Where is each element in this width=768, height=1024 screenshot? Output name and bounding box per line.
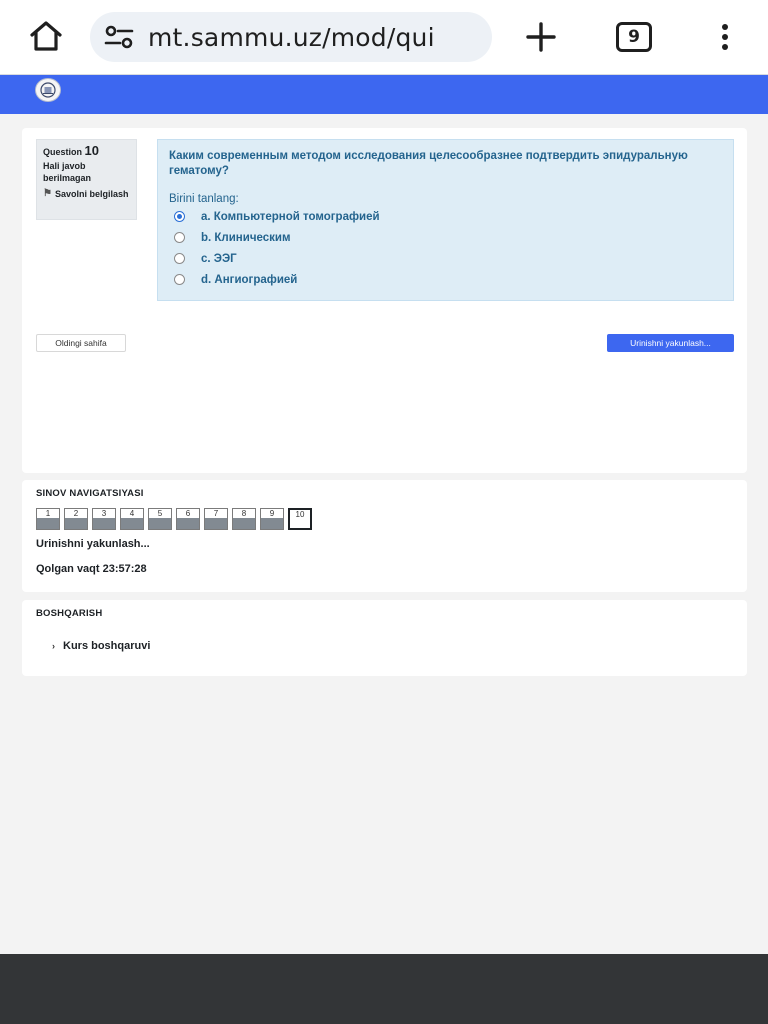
nav-button-number: 3 [101, 509, 107, 518]
radio-button-b[interactable] [174, 232, 185, 243]
nav-question-button[interactable] [36, 508, 60, 530]
nav-button-number: 6 [185, 509, 191, 518]
administration-panel [22, 600, 747, 676]
question-panel [22, 128, 747, 473]
answer-label-a[interactable]: a. Компьютерной томографией [201, 210, 380, 223]
answer-option-a[interactable] [169, 206, 722, 227]
nav-question-button[interactable] [260, 508, 284, 530]
menu-dot-icon [722, 24, 728, 30]
radio-button-a[interactable] [174, 211, 185, 222]
answer-label-d[interactable]: d. Ангиографией [201, 273, 298, 286]
answer-list [169, 206, 722, 290]
nav-question-button[interactable] [176, 508, 200, 530]
nav-question-button[interactable] [148, 508, 172, 530]
site-settings-icon[interactable] [104, 25, 134, 49]
answered-indicator [233, 518, 255, 529]
quiz-navigation-title: SINOV NAVIGATSIYASI [36, 488, 144, 499]
flag-question-label: Savolni belgilash [55, 189, 129, 199]
question-label: Question [43, 147, 83, 157]
nav-question-button[interactable] [232, 508, 256, 530]
quiz-navigation-panel [22, 480, 747, 592]
nav-question-button[interactable] [64, 508, 88, 530]
answered-indicator [121, 518, 143, 529]
site-logo[interactable] [35, 78, 61, 102]
question-number-value: 10 [84, 143, 99, 158]
radio-button-c[interactable] [174, 253, 185, 264]
menu-dot-icon [722, 44, 728, 50]
answer-option-c[interactable] [169, 248, 722, 269]
home-icon [28, 20, 64, 52]
radio-button-d[interactable] [174, 274, 185, 285]
question-text: Каким современным методом исследования целесообразнее подтвердить эпидуральную гематому? [169, 150, 688, 177]
answered-indicator [93, 518, 115, 529]
nav-question-button[interactable] [120, 508, 144, 530]
tab-switcher-button[interactable]: 9 [616, 22, 652, 52]
quiz-navigation-buttons [36, 508, 312, 530]
answered-indicator [37, 518, 59, 529]
nav-button-number: 10 [295, 510, 305, 519]
answered-indicator [149, 518, 171, 529]
answered-indicator [205, 518, 227, 529]
course-administration-label[interactable]: Kurs boshqaruvi [63, 640, 151, 652]
browser-toolbar [0, 0, 768, 74]
previous-page-button[interactable]: Oldingi sahifa [36, 334, 126, 352]
nav-button-number: 5 [157, 509, 163, 518]
menu-dot-icon [722, 34, 728, 40]
system-navigation-bar [0, 954, 768, 1024]
time-left: Qolgan vaqt 23:57:28 [36, 563, 147, 575]
answer-option-d[interactable] [169, 269, 722, 290]
site-header [0, 74, 768, 114]
answered-indicator [177, 518, 199, 529]
question-info [36, 139, 137, 220]
nav-button-number: 8 [241, 509, 247, 518]
flag-icon: ⚑ [43, 188, 52, 199]
answer-label-b[interactable]: b. Клиническим [201, 231, 291, 244]
browser-menu-button[interactable] [712, 20, 738, 54]
address-bar[interactable] [90, 12, 492, 62]
home-button[interactable] [24, 16, 68, 56]
answer-prompt: Birini tanlang: [169, 193, 239, 205]
answered-indicator [261, 518, 283, 529]
nav-button-number: 1 [45, 509, 51, 518]
university-logo-icon [40, 82, 56, 98]
nav-button-number: 7 [213, 509, 219, 518]
nav-button-number: 9 [269, 509, 275, 518]
flag-question-link[interactable] [43, 188, 130, 200]
new-tab-button[interactable] [520, 16, 562, 58]
question-state: Hali javob berilmagan [43, 161, 92, 183]
question-content [157, 139, 734, 301]
answered-indicator [65, 518, 87, 529]
nav-button-number: 2 [73, 509, 79, 518]
course-administration-item[interactable] [52, 640, 150, 652]
chevron-right-icon: › [52, 641, 55, 651]
url-text[interactable]: mt.sammu.uz/mod/qui [148, 22, 435, 52]
question-number [43, 145, 130, 158]
administration-title: BOSHQARISH [36, 608, 103, 619]
nav-button-number: 4 [129, 509, 135, 518]
nav-question-button[interactable] [204, 508, 228, 530]
answer-label-c[interactable]: c. ЭЭГ [201, 252, 237, 265]
finish-attempt-button[interactable]: Urinishni yakunlash... [607, 334, 734, 352]
answer-option-b[interactable] [169, 227, 722, 248]
nav-question-button-current[interactable] [288, 508, 312, 530]
plus-icon [525, 21, 557, 53]
nav-question-button[interactable] [92, 508, 116, 530]
finish-attempt-link[interactable]: Urinishni yakunlash... [36, 538, 150, 550]
